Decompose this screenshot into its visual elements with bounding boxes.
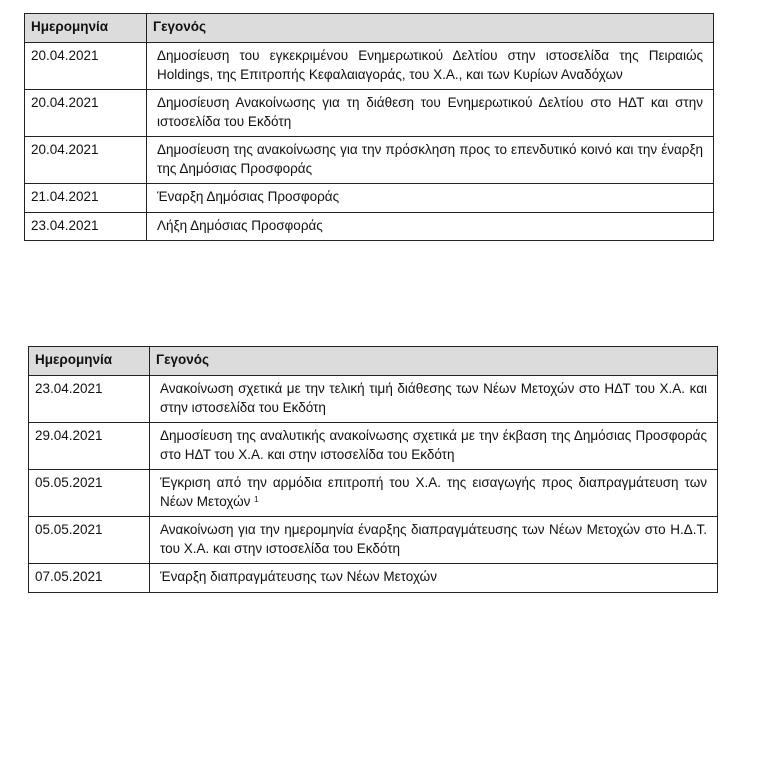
schedule-table-1 <box>24 13 714 241</box>
table-row <box>29 423 718 470</box>
event-column-header: Γεγονός <box>147 14 714 43</box>
event-text: Έγκριση από την αρμόδια επιτροπή του Χ.Α. της εισαγωγής προς διαπραγμάτευση των Νέων Μετοχών <box>160 475 707 509</box>
event-cell: Δημοσίευση Ανακοίνωσης για τη διάθεση του Ενημερωτικού Δελτίου στο ΗΔΤ και στην ιστοσελίδα του Εκδότη <box>147 90 714 137</box>
table-header-row <box>29 347 718 376</box>
date-cell: 20.04.2021 <box>25 137 147 184</box>
date-cell: 07.05.2021 <box>29 564 150 593</box>
table-row <box>29 564 718 593</box>
table-row <box>25 212 714 241</box>
schedule-table-2 <box>28 346 718 593</box>
date-cell: 29.04.2021 <box>29 423 150 470</box>
event-cell: Λήξη Δημόσιας Προσφοράς <box>147 212 714 241</box>
date-cell: 21.04.2021 <box>25 184 147 213</box>
event-cell: Έναρξη διαπραγμάτευσης των Νέων Μετοχών <box>150 564 718 593</box>
date-cell: 05.05.2021 <box>29 517 150 564</box>
event-cell: Δημοσίευση της αναλυτικής ανακοίνωσης σχετικά με την έκβαση της Δημόσιας Προσφοράς στο ΗΔΤ του Χ.Α. και στην ιστοσελίδα του Εκδότη <box>150 423 718 470</box>
date-column-header: Ημερομηνία <box>29 347 150 376</box>
table-row <box>29 470 718 517</box>
table-row <box>29 517 718 564</box>
event-cell: Ανακοίνωση για την ημερομηνία έναρξης διαπραγμάτευσης των Νέων Μετοχών στο Η.Δ.Τ. του Χ.Α. και στην ιστοσελίδα του Εκδότη <box>150 517 718 564</box>
date-cell: 23.04.2021 <box>25 212 147 241</box>
footnote-marker: 1 <box>254 494 259 504</box>
date-cell: 23.04.2021 <box>29 376 150 423</box>
table-row <box>25 184 714 213</box>
event-cell: Δημοσίευση του εγκεκριμένου Ενημερωτικού Δελτίου στην ιστοσελίδα της Πειραιώς Holdings, της Επιτροπής Κεφαλαιαγοράς, του Χ.Α., και των Κυρίων Αναδόχων <box>147 43 714 90</box>
date-cell: 20.04.2021 <box>25 43 147 90</box>
table-row <box>25 90 714 137</box>
date-column-header: Ημερομηνία <box>25 14 147 43</box>
table-row <box>25 43 714 90</box>
table-row <box>25 137 714 184</box>
event-cell: Ανακοίνωση σχετικά με την τελική τιμή διάθεσης των Νέων Μετοχών στο ΗΔΤ του Χ.Α. και στην ιστοσελίδα του Εκδότη <box>150 376 718 423</box>
event-column-header: Γεγονός <box>150 347 718 376</box>
event-cell: Έναρξη Δημόσιας Προσφοράς <box>147 184 714 213</box>
table-row <box>29 376 718 423</box>
date-cell: 20.04.2021 <box>25 90 147 137</box>
event-cell <box>150 470 718 517</box>
table-header-row <box>25 14 714 43</box>
event-cell: Δημοσίευση της ανακοίνωσης για την πρόσκληση προς το επενδυτικό κοινό και την έναρξη της Δημόσιας Προσφοράς <box>147 137 714 184</box>
date-cell: 05.05.2021 <box>29 470 150 517</box>
